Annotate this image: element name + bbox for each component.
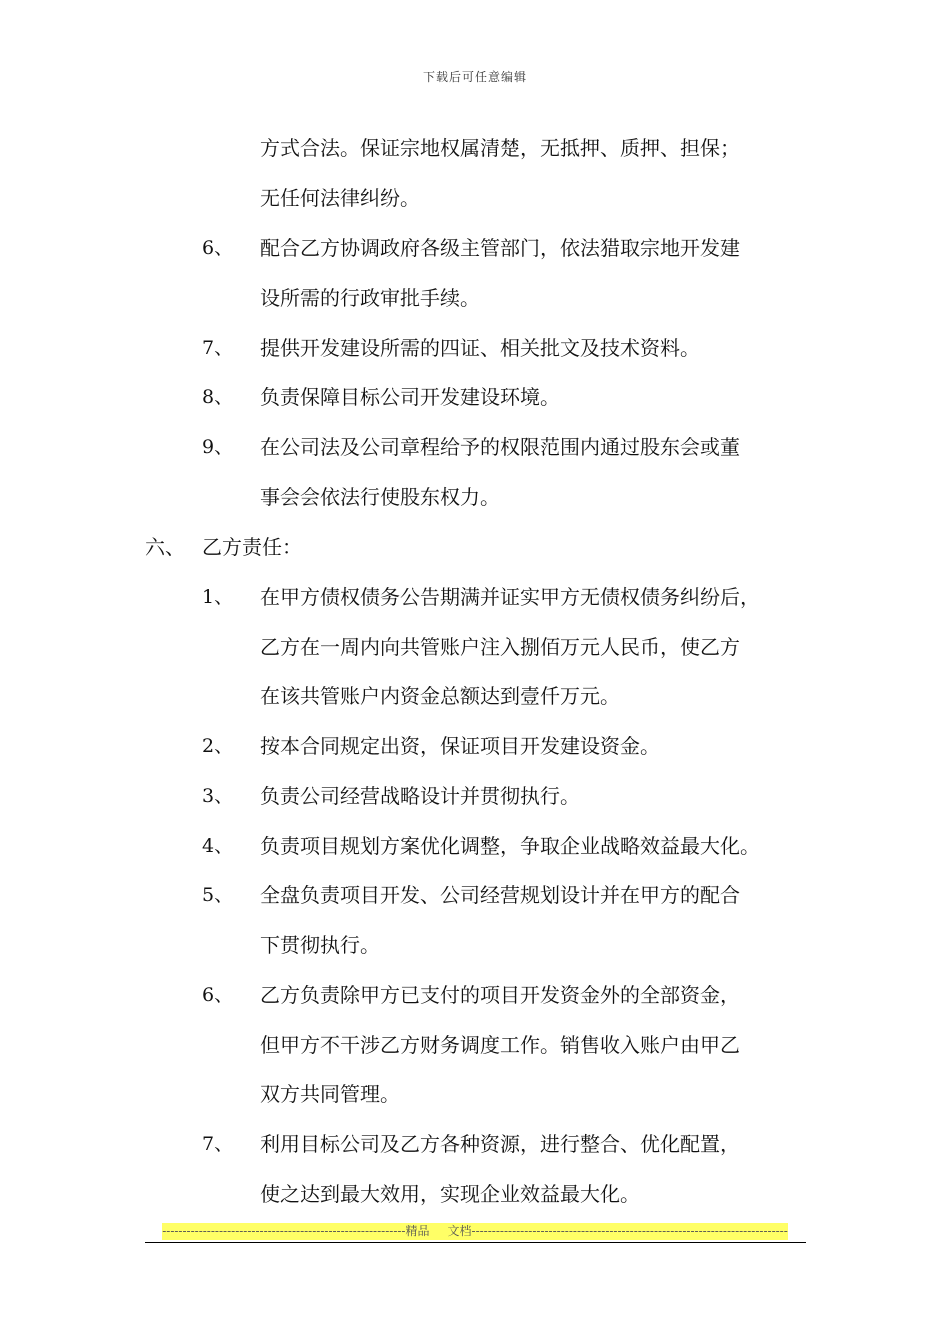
footer-label-wendang: 文档 (447, 1224, 472, 1238)
list-item-line: 在该共管账户内资金总额达到壹仟万元。 (260, 684, 620, 708)
list-item-number: 6、 (202, 237, 234, 259)
list-item-line: 全盘负责项目开发、公司经营规划设计并在甲方的配合 (260, 883, 740, 907)
footer-divider (145, 1242, 806, 1243)
list-item-line: 提供开发建设所需的四证、相关批文及技术资料。 (260, 336, 700, 360)
list-item-number: 7、 (202, 337, 234, 359)
list-item-line: 乙方负责除甲方已支付的项目开发资金外的全部资金， (260, 983, 740, 1007)
list-item-number: 3、 (202, 785, 234, 807)
list-item-number: 5、 (202, 884, 234, 906)
list-item-line: 按本合同规定出资，保证项目开发建设资金。 (260, 734, 660, 758)
list-item-line: 但甲方不干涉乙方财务调度工作。销售收入账户由甲乙 (260, 1033, 740, 1057)
list-item-number: 6、 (202, 984, 234, 1006)
list-item-line: 下贯彻执行。 (260, 933, 380, 957)
list-item-line: 负责项目规划方案优化调整，争取企业战略效益最大化。 (260, 834, 760, 858)
section-number: 六、 (145, 535, 185, 559)
list-item-line: 双方共同管理。 (260, 1082, 400, 1106)
list-item-line: 负责公司经营战略设计并贯彻执行。 (260, 784, 580, 808)
list-item-line: 配合乙方协调政府各级主管部门，依法猎取宗地开发建 (260, 236, 740, 260)
section-title: 乙方责任： (202, 535, 302, 559)
list-item-number: 2、 (202, 735, 234, 757)
paragraph-line: 无任何法律纠纷。 (260, 186, 420, 210)
list-item-line: 负责保障目标公司开发建设环境。 (260, 385, 560, 409)
list-item-number: 7、 (202, 1133, 234, 1155)
paragraph-line: 方式合法。保证宗地权属清楚，无抵押、质押、担保； (260, 136, 740, 160)
list-item-line: 在甲方债权债务公告期满并证实甲方无债权债务纠纷后， (260, 585, 760, 609)
list-item-line: 在公司法及公司章程给予的权限范围内通过股东会或董 (260, 435, 740, 459)
list-item-line: 乙方在一周内向共管账户注入捌佰万元人民币，使乙方 (260, 635, 740, 659)
footer-label-jingpin: 精品 (405, 1224, 430, 1238)
list-item-number: 4、 (202, 835, 234, 857)
list-item-number: 9、 (202, 436, 234, 458)
list-item-number: 8、 (202, 386, 234, 408)
footer-banner (162, 1223, 788, 1240)
list-item-number: 1、 (202, 586, 234, 608)
list-item-line: 利用目标公司及乙方各种资源，进行整合、优化配置， (260, 1132, 740, 1156)
page-header: 下载后可任意编辑 (422, 70, 527, 84)
list-item-line: 事会会依法行使股东权力。 (260, 485, 500, 509)
list-item-line: 使之达到最大效用，实现企业效益最大化。 (260, 1182, 640, 1206)
list-item-line: 设所需的行政审批手续。 (260, 286, 480, 310)
footer-dashes-right: ------------------------------------------------------------------------------ (471, 1224, 788, 1238)
footer-dashes-left: ------------------------------------------------------------ (162, 1224, 406, 1238)
